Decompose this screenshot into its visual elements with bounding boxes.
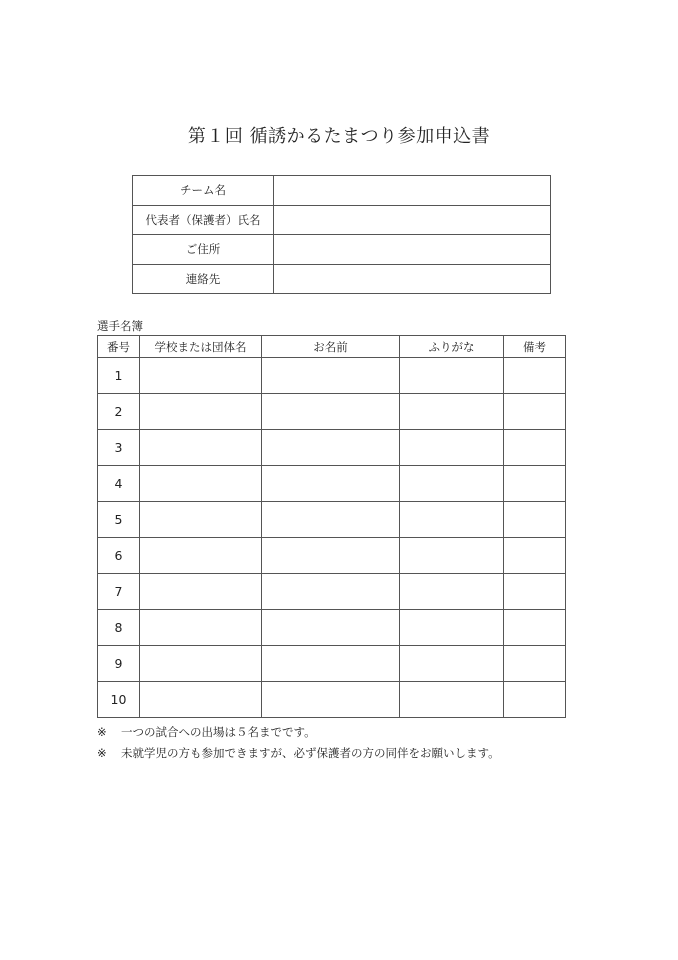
remarks-field[interactable] <box>504 646 566 682</box>
remarks-field[interactable] <box>504 610 566 646</box>
remarks-field[interactable] <box>504 502 566 538</box>
name-field[interactable] <box>262 502 400 538</box>
school-field[interactable] <box>140 358 262 394</box>
row-number: 9 <box>98 646 140 682</box>
info-row <box>133 264 551 294</box>
notes <box>97 722 500 764</box>
document-title: 第１回 循誘かるたまつり参加申込書 <box>187 126 491 147</box>
info-label: 連絡先 <box>133 264 274 294</box>
furigana-field[interactable] <box>400 502 504 538</box>
note-text: 未就学児の方も参加できますが、必ず保護者の方の同伴をお願いします。 <box>121 746 500 760</box>
roster-row <box>98 502 566 538</box>
furigana-field[interactable] <box>400 610 504 646</box>
row-number: 2 <box>98 394 140 430</box>
info-label: チーム名 <box>133 176 274 206</box>
info-row <box>133 176 551 206</box>
name-field[interactable] <box>262 358 400 394</box>
player-roster-table <box>97 335 566 718</box>
school-field[interactable] <box>140 394 262 430</box>
name-field[interactable] <box>262 538 400 574</box>
info-value-field[interactable] <box>274 205 551 235</box>
school-field[interactable] <box>140 466 262 502</box>
name-field[interactable] <box>262 682 400 718</box>
row-number: 6 <box>98 538 140 574</box>
header-school: 学校または団体名 <box>140 336 262 358</box>
roster-row <box>98 610 566 646</box>
info-row <box>133 205 551 235</box>
school-field[interactable] <box>140 610 262 646</box>
roster-row <box>98 574 566 610</box>
school-field[interactable] <box>140 646 262 682</box>
furigana-field[interactable] <box>400 574 504 610</box>
header-name: お名前 <box>262 336 400 358</box>
name-field[interactable] <box>262 574 400 610</box>
roster-row <box>98 394 566 430</box>
name-field[interactable] <box>262 394 400 430</box>
name-field[interactable] <box>262 430 400 466</box>
remarks-field[interactable] <box>504 430 566 466</box>
info-label: ご住所 <box>133 235 274 265</box>
remarks-field[interactable] <box>504 394 566 430</box>
name-field[interactable] <box>262 610 400 646</box>
row-number: 4 <box>98 466 140 502</box>
applicant-info-table <box>132 175 551 294</box>
note-line <box>97 743 500 764</box>
row-number: 7 <box>98 574 140 610</box>
furigana-field[interactable] <box>400 466 504 502</box>
row-number: 8 <box>98 610 140 646</box>
info-label: 代表者（保護者）氏名 <box>133 205 274 235</box>
remarks-field[interactable] <box>504 682 566 718</box>
school-field[interactable] <box>140 502 262 538</box>
info-value-field[interactable] <box>274 235 551 265</box>
info-row <box>133 235 551 265</box>
header-remarks: 備考 <box>504 336 566 358</box>
reference-mark-icon: ※ <box>97 725 107 739</box>
roster-row <box>98 646 566 682</box>
school-field[interactable] <box>140 430 262 466</box>
furigana-field[interactable] <box>400 646 504 682</box>
remarks-field[interactable] <box>504 466 566 502</box>
name-field[interactable] <box>262 466 400 502</box>
row-number: 1 <box>98 358 140 394</box>
row-number: 3 <box>98 430 140 466</box>
school-field[interactable] <box>140 574 262 610</box>
furigana-field[interactable] <box>400 430 504 466</box>
roster-row <box>98 430 566 466</box>
school-field[interactable] <box>140 538 262 574</box>
roster-header-row <box>98 336 566 358</box>
remarks-field[interactable] <box>504 574 566 610</box>
furigana-field[interactable] <box>400 394 504 430</box>
note-line <box>97 722 500 743</box>
name-field[interactable] <box>262 646 400 682</box>
note-text: 一つの試合への出場は５名までです。 <box>121 725 316 739</box>
roster-row <box>98 682 566 718</box>
furigana-field[interactable] <box>400 358 504 394</box>
info-value-field[interactable] <box>274 176 551 206</box>
remarks-field[interactable] <box>504 358 566 394</box>
roster-row <box>98 538 566 574</box>
furigana-field[interactable] <box>400 682 504 718</box>
remarks-field[interactable] <box>504 538 566 574</box>
header-furigana: ふりがな <box>400 336 504 358</box>
reference-mark-icon: ※ <box>97 746 107 760</box>
roster-caption: 選手名簿 <box>97 319 143 333</box>
roster-row <box>98 466 566 502</box>
header-number: 番号 <box>98 336 140 358</box>
row-number: 10 <box>98 682 140 718</box>
roster-row <box>98 358 566 394</box>
furigana-field[interactable] <box>400 538 504 574</box>
row-number: 5 <box>98 502 140 538</box>
school-field[interactable] <box>140 682 262 718</box>
info-value-field[interactable] <box>274 264 551 294</box>
